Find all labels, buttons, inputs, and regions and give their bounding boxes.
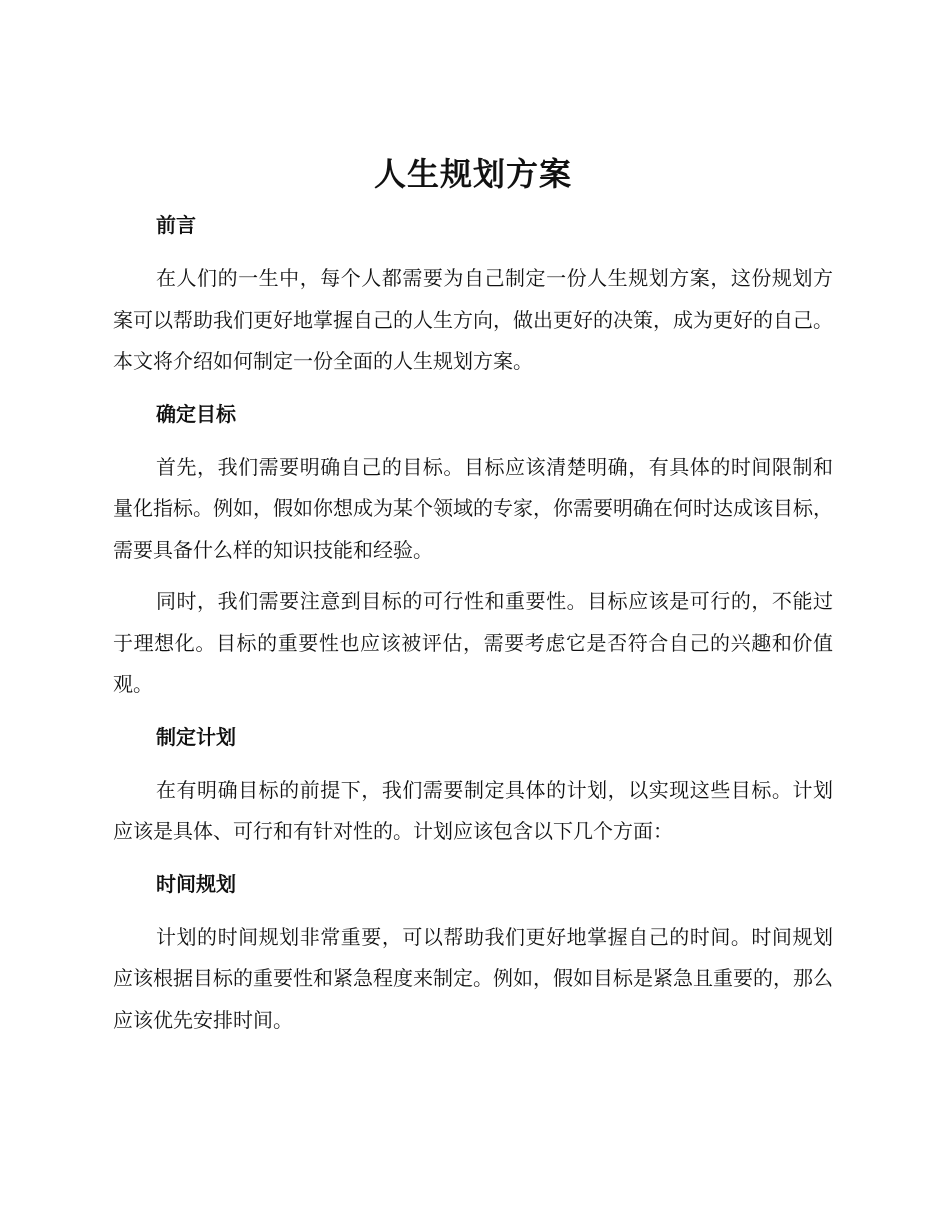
- paragraph-make-plan: 在有明确目标的前提下，我们需要制定具体的计划，以实现这些目标。计划应该是具体、可行和有针对性的。计划应该包含以下几个方面：: [113, 777, 833, 843]
- paragraph-preface: 在人们的一生中，每个人都需要为自己制定一份人生规划方案，这份规划方案可以帮助我们更好地掌握自己的人生方向，做出更好的决策，成为更好的自己。本文将介绍如何制定一份全面的人生规划方案。: [113, 266, 833, 373]
- section-heading-preface: 前言: [156, 213, 196, 237]
- section-heading-set-goals: 确定目标: [156, 401, 236, 426]
- section-heading-make-plan: 制定计划: [156, 724, 236, 749]
- section-heading-time-planning: 时间规划: [156, 871, 236, 896]
- document-body: [113, 148, 833, 1041]
- document-title: 人生规划方案: [373, 155, 572, 193]
- paragraph-time-planning: 计划的时间规划非常重要，可以帮助我们更好地掌握自己的时间。时间规划应该根据目标的重要性和紧急程度来制定。例如，假如目标是紧急且重要的，那么应该优先安排时间。: [113, 924, 833, 1032]
- paragraph-set-goals-2: 同时，我们需要注意到目标的可行性和重要性。目标应该是可行的，不能过于理想化。目标的重要性也应该被评估，需要考虑它是否符合自己的兴趣和价值观。: [113, 589, 833, 696]
- paragraph-set-goals-1: 首先，我们需要明确自己的目标。目标应该清楚明确，有具体的时间限制和量化指标。例如，假如你想成为某个领域的专家，你需要明确在何时达成该目标，需要具备什么样的知识技能和经验。: [113, 454, 833, 562]
